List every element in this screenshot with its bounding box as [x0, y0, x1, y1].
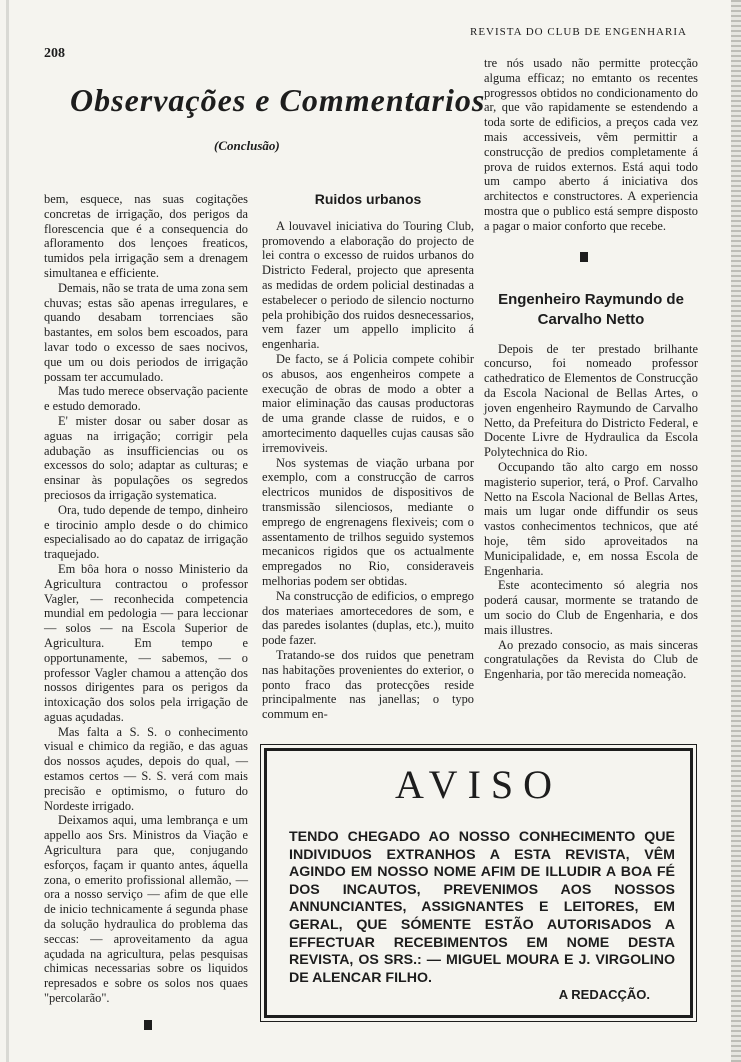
paragraph: Ora, tudo depende de tempo, dinheiro e tirocinio amplo desde o do chimico especialisado ao do capataz de irrigação traquejado. [44, 502, 248, 562]
paragraph: Tratando-se dos ruidos que penetram nas habitações provenientes do exterior, o ponto fraco das protecções reside principalmente nas janellas; o typo commum en- [262, 647, 474, 722]
notice-box [264, 748, 693, 1018]
paragraph: Este acontecimento só alegria nos poderá causar, mormente se tratando de um socio do Club de Engenharia, e dos mais illustres. [484, 578, 698, 637]
column-left [44, 192, 248, 1030]
article-title: Observações e Commentarios [70, 82, 486, 118]
running-head: REVISTA DO CLUB DE ENGENHARIA [470, 26, 687, 38]
section-end-mark [144, 1020, 152, 1030]
page-number: 208 [44, 46, 65, 61]
paragraph-continued: tre nós usado não permitte protecção alguma efficaz; no emtanto os recentes progressos obtidos no condicionamento do ar, que vão rapidamente se estendendo a toda sorte de edificios, a preços cada vez mais accessiveis, vêm permittir a construcção de predios completamente á prova de ruidos externos. Está aqui todo um campo aberto á iniciativa dos architectos e constructores. A experiencia mostra que o publico está sempre disposto a pagar o maior conforto que recebe. [484, 56, 698, 233]
notice-title: AVISO [394, 762, 563, 807]
notice-body: TENDO CHEGADO AO NOSSO CONHECIMENTO QUE INDIVIDUOS EXTRANHOS A ESTA REVISTA, VÊM AGINDO EM NOSSO NOME AFIM DE ILLUDIR A BOA FÉ DOS INCAUTOS, PREVENIMOS AOS NOSSOS ANNUNCIANTES, ASSIGNANTES E LEITORES, EM GERAL, QUE SÓMENTE ESTÃO AUTORISADOS A EFFECTUAR RECEBIMENTOS EM NOME DESTA REVISTA, OS SRS.: — MIGUEL MOURA E J. VIRGOLINO DE ALENCAR FILHO. [289, 829, 675, 986]
paragraph: Na construcção de edificios, o emprego dos materiaes amortecedores de som, e das paredes isolantes (duplas, etc.), muito pode fazer. [262, 588, 474, 648]
paragraph: Mas falta a S. S. o conhecimento visual e chimico da região, e das aguas dos nossos açudes, depois do qual, — estamos certos — S. S. verá com mais precisão e optimismo, o futuro do Nordeste irrigado. [44, 724, 248, 813]
section-heading-carvalho: Engenheiro Raymundo de Carvalho Netto [498, 290, 684, 328]
page-left-edge [6, 0, 9, 1062]
paragraph: Em bôa hora o nosso Ministerio da Agricultura contractou o professor Vagler, — reconhecida competencia mundial em pedologia — para leccionar — solos — na Escola Superior de Agricultura. Em tempo e opportunamente, — sabemos, — o professor Vagler chamou a attenção dos nossos dirigentes para os perigos da intoxicação dos solos pela irrigação de aguas açudadas. [44, 561, 248, 724]
paragraph: Mas tudo merece observação paciente e estudo demorado. [44, 384, 248, 414]
paragraph: Occupando tão alto cargo em nosso magisterio superior, terá, o Prof. Carvalho Netto na Escola Nacional de Bellas Artes, mais um lugar onde diffundir os seus vastos conhecimentos technicos, que até hoje, têm sido aproveitados na Municipalidade, e, em nossa Escola de Engenharia. [484, 459, 698, 578]
article-subtitle: (Conclusão) [214, 138, 280, 153]
paragraph: Depois de ter prestado brilhante concurso, foi nomeado professor cathedratico de Elementos de Construcção da Escola Nacional de Bellas Artes, o joven engenheiro Raymundo de Carvalho Netto, da Prefeitura do Districto Federal, e Docente Livre de Hydraulica da Escola Polytechnica do Rio. [484, 341, 698, 460]
notice-signature: A REDACÇÃO. [558, 987, 650, 1002]
paragraph: De facto, se á Policia compete cohibir os abusos, aos engenheiros compete a execução de obras de modo a obter a maior eliminação das causas productoras de uma grande classe de ruidos, e o amortecimento daquelles cujas causas são irremoviveis. [262, 351, 474, 455]
section-end-mark [580, 252, 588, 262]
section-heading-ruidos: Ruidos urbanos [314, 191, 422, 207]
column-right [484, 56, 698, 682]
paragraph: A louvavel iniciativa do Touring Club, promovendo a elaboração do projecto de lei contra o excesso de ruidos urbanos do Districto Federal, projecto que apresenta as medidas de ordem policial destinadas a estabelecer o periodo de silencio nocturno pela prohibição dos ruidos desnecessarios, vem fazer um appello implicito á engenharia. [262, 218, 474, 352]
page-right-edge [731, 0, 741, 1062]
paragraph: bem, esquece, nas suas cogitações concretas de irrigação, dos perigos da florescencia que é a consequencia do afloramento dos lençoes freaticos, tumidos pela irrigação sem a drenagem simultanea e efficiente. [44, 192, 248, 280]
column-middle [262, 192, 474, 722]
paragraph: Deixamos aqui, uma lembrança e um appello aos Srs. Ministros da Viação e Agricultura para que, conjugando esforços, façam ir quanto antes, áquella zona, o emerito profissional allemão, — ora a nosso serviço — afim de que elle de inicio technicamente á segunda phase da solução hydraulica do problema das seccas: — aproveitamento da agua açudada na agricultura, pelas pesquisas chimicas necessarias sobre os liquidos represados e sobre os solos nos quaes "percolarão". [44, 813, 248, 1006]
paragraph: Ao prezado consocio, as mais sinceras congratulações da Revista do Club de Engenharia, por tão merecida nomeação. [484, 637, 698, 682]
paragraph: Demais, não se trata de uma zona sem chuvas; estas são apenas irregulares, e quando desabam torrenciaes são bastantes, em solos bem escoados, para lavar todo o excesso de saes nocivos, que um ou dois periodos de irrigação possam ter accumulado. [44, 280, 248, 384]
paragraph: E' mister dosar ou saber dosar as aguas na irrigação; corrigir pela adubação as insufficiencias ou os excessos do solo; adaptar as culturas; e ensinar às populações os segredos preciosos da irrigação systematica. [44, 413, 248, 502]
paragraph: Nos systemas de viação urbana por exemplo, com a construcção de carros electricos munidos de dispositivos de transmissão silenciosos, mediante o emprego de engrenagens flexiveis; com o assentamento de trilhos seguido systemos mecanicos rigidos que os actualmente empregados no Rio, consideraveis melhorias podem ser obtidas. [262, 455, 474, 588]
